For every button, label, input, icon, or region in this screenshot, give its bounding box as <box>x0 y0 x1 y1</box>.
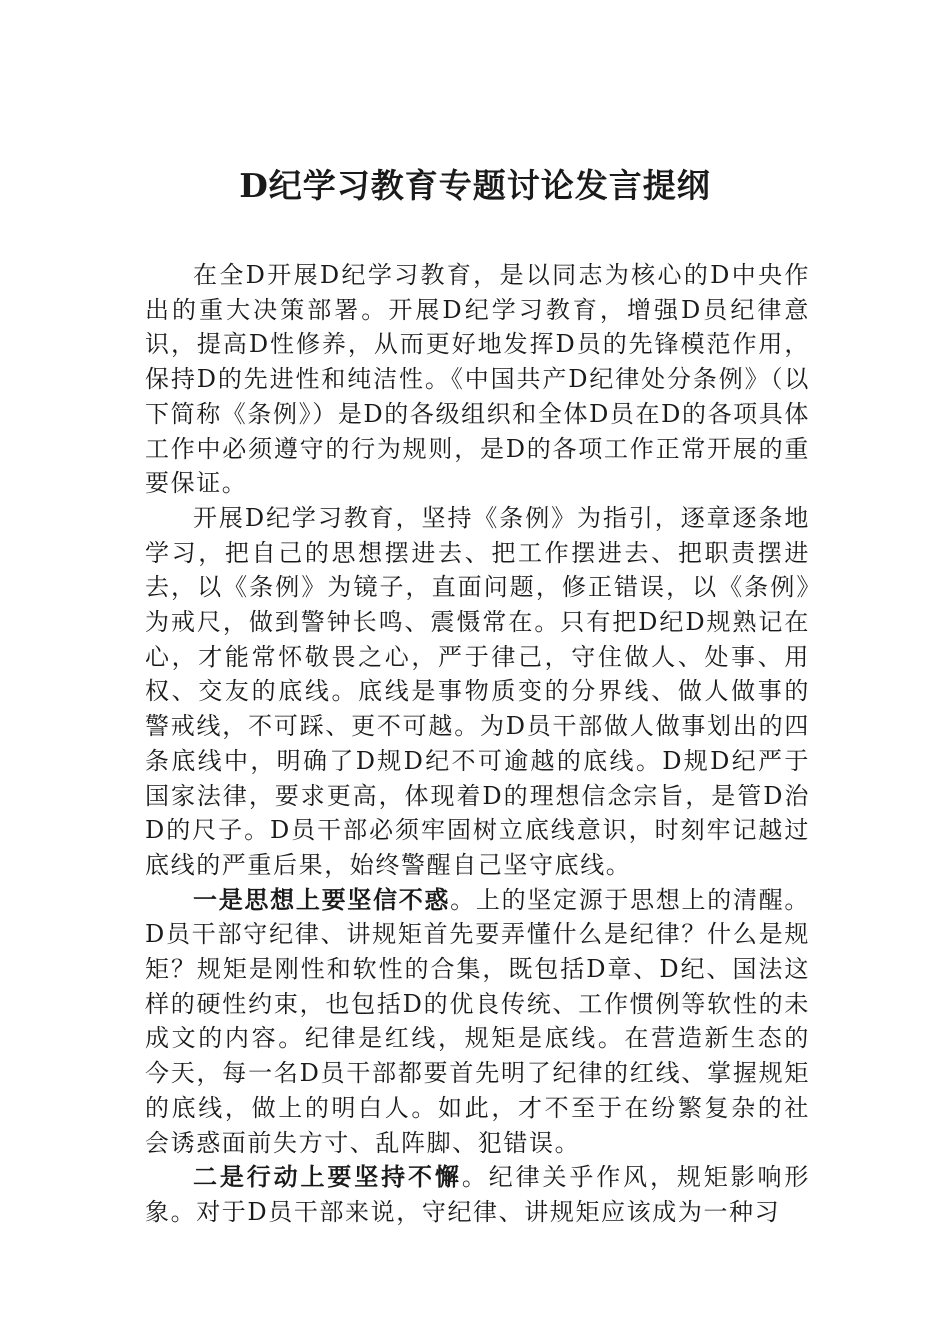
paragraph-text: 。上的坚定源于思想上的清醒。D员干部守纪律、讲规矩首先要弄懂什么是纪律？什么是规矩？规矩是刚性和软性的合集，既包括D章、D纪、国法这样的硬性约束，也包括D的优良传统、工作惯例等软性的未成文的内容。纪律是红线，规矩是底线。在营造新生态的今天，每一名D员干部都要首先明了纪律的红线、掌握规矩的底线，做上的明白人。如此，才不至于在纷繁复杂的社会诱惑面前失方寸、乱阵脚、犯错误。 <box>145 885 811 1157</box>
document-title: D纪学习教育专题讨论发言提纲 <box>239 166 711 205</box>
paragraph-2 <box>145 501 810 883</box>
paragraph-lead-heading: 二是行动上要坚持不懈 <box>193 1162 462 1192</box>
paragraph-4 <box>145 1160 810 1229</box>
paragraph-lead-heading: 一是思想上要坚信不惑 <box>193 884 451 914</box>
paragraph-3 <box>145 883 810 1161</box>
document-body <box>145 258 810 1230</box>
paragraph-text: 。纪律关乎作风，规矩影响形象。对于D员干部来说，守纪律、讲规矩应该成为一种习 <box>145 1163 810 1226</box>
paragraph-text: 开展D纪学习教育，坚持《条例》为指引，逐章逐条地学习，把自己的思想摆进去、把工作摆进去、把职责摆进去，以《条例》为镜子，直面问题，修正错误，以《条例》为戒尺，做到警钟长鸣、震慑常在。只有把D纪D规熟记在心，才能常怀敬畏之心，严于律己，守住做人、处事、用权、交友的底线。底线是事物质变的分界线、做人做事的警戒线，不可踩、更不可越。为D员干部做人做事划出的四条底线中，明确了D规D纪不可逾越的底线。D规D纪严于国家法律，要求更高，体现着D的理想信念宗旨，是管D治D的尺子。D员干部必须牢固树立底线意识，时刻牢记越过底线的严重后果，始终警醒自己坚守底线。 <box>145 503 810 879</box>
paragraph-1 <box>145 258 810 501</box>
paragraph-text: 在全D开展D纪学习教育，是以同志为核心的D中央作出的重大决策部署。开展D纪学习教育，增强D员纪律意识，提高D性修养，从而更好地发挥D员的先锋模范作用，保持D的先进性和纯洁性。《中国共产D纪律处分条例》（以下简称《条例》）是D的各级组织和全体D员在D的各项具体工作中必须遵守的行为规则，是D的各项工作正常开展的重要保证。 <box>145 261 810 498</box>
